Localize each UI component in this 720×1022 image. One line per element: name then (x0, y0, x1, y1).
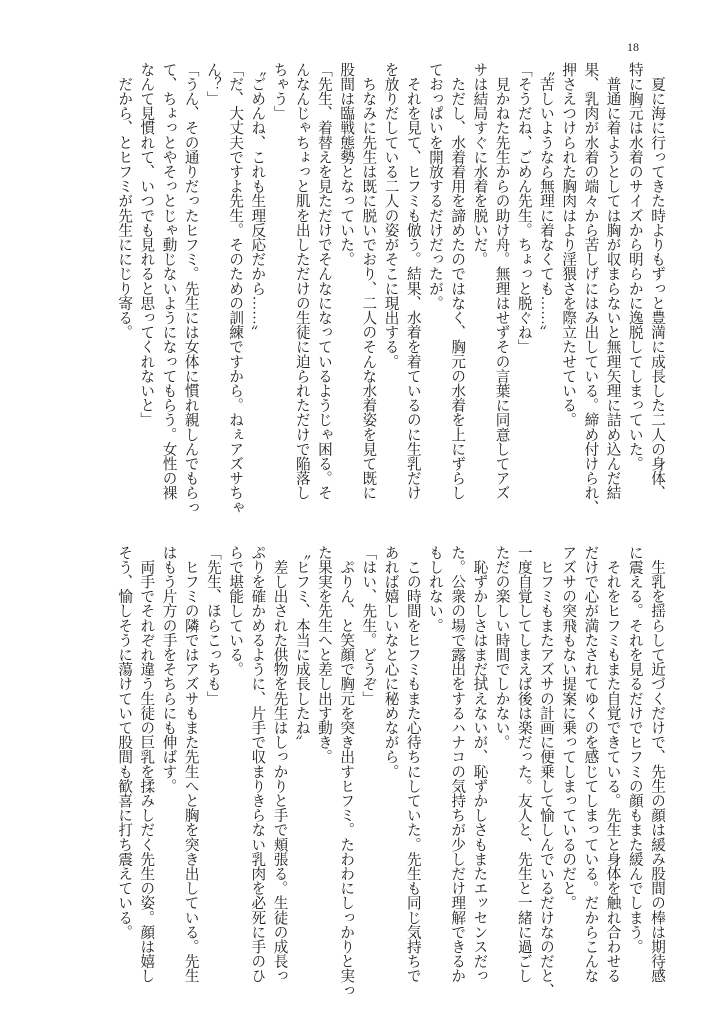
text-line: 「うん、その通りだったヒフミ。先生には女体に慣れ親しんでもらっ (182, 62, 199, 515)
text-line: ん？」 (204, 62, 221, 106)
text-line: ちゃう」 (271, 62, 288, 121)
text-line: 恥ずかしさはまだ拭えないが、恥ずかしさもまたエッセンスだっ (471, 545, 488, 983)
text-line: を放りだしている二人の姿がそこに現出する。 (382, 62, 399, 369)
text-line: 「だ、大丈夫ですよ先生。そのための訓練ですから。ねぇアズサちゃ (227, 62, 244, 515)
text-line: ぷりん、と笑顔で胸元を突き出すヒフミ。たわわにしっかりと実っ (338, 545, 355, 998)
text-line: ただし、水着着用を諦めたのではなく、胸元の水着を上にずらし (449, 62, 466, 500)
text-line: 股間は臨戦態勢となっていた。 (338, 62, 355, 267)
text-line: て、ちょっとやそっとじゃ動じないようになってもらう。女性の裸 (160, 62, 177, 500)
text-line: 〝ヒフミ、本当に成長したね〟 (293, 545, 310, 750)
text-line: この時間をヒフミもまた心待ちにしていた。先生も同じ気持ちで (404, 545, 421, 983)
text-line: 押さえつけられた胸肉はより淫猥さを際立たせている。 (560, 62, 577, 427)
text-line: 普通に着ようとしては胸が収まらないと無理矢理に詰め込んだ結 (604, 62, 621, 500)
text-line: 〝ごめんね、これも生理反応だから……〟 (249, 62, 266, 340)
text-line: 両手でそれぞれ違う生徒の巨乳を揉みしだく先生の姿。顔は嬉し (138, 545, 155, 983)
text-line: んなんじゃちょっと肌を出しただけの生徒に迫られただけで陥落し (293, 62, 310, 500)
text-line: ちなみに先生は既に脱いでおり、二人のそんな水着姿を見て既に (360, 62, 377, 500)
text-line: 「そうだね、ごめん先生。ちょっと脱ぐね」 (515, 62, 532, 354)
text-line: ヒフミもまたアズサの計画に便乗して愉しんでいるだけなのだと、 (537, 545, 554, 998)
text-line: だけで心が満たされてゆくのを感じてしまっている。だからこんな (582, 545, 599, 983)
text-block-lower (112, 545, 668, 997)
text-line: あれば嬉しいなと心に秘めながら。 (382, 545, 399, 779)
text-line: ただの楽しい時間でしかない。 (493, 545, 510, 750)
text-line: ぷりを確かめるように、片手で収まりきらない乳肉を必死に手のひ (249, 545, 266, 983)
text-line: ておっぱいを開放するだけだったが。 (426, 62, 443, 311)
text-line: 「先生、ほらこっちも」 (204, 545, 221, 706)
page-number: 18 (627, 40, 639, 54)
text-line: それを見て、ヒフミも倣う。結果、水着を着ているのに生乳だけ (404, 62, 421, 500)
text-line: 〝苦しいようなら無理に着なくても……〟 (537, 62, 554, 340)
text-line: はもう片方の手をそちらにも伸ばす。 (160, 545, 177, 794)
text-line: アズサの突飛もない提案に乗ってしまっているのだと。 (560, 545, 577, 910)
text-line: に震える。それを見るだけでヒフミの顔もまた緩んでしまう。 (626, 545, 643, 954)
text-line: た果実を先生へと差し出す動き。 (315, 545, 332, 764)
text-line: 「先生、着替えを見ただけでそんなになっているようじゃ困る。そ (315, 62, 332, 500)
text-line: ヒフミの隣ではアズサもまた先生へと胸を突き出している。先生 (182, 545, 199, 983)
text-line: だから、とヒフミが先生ににじり寄る。 (116, 62, 133, 340)
text-line: 差し出された供物を先生はしっかりと手で頬張る。生徒の成長っ (271, 545, 288, 983)
text-line: 特に胸元は水着のサイズから明らかに逸脱してしまっていた。 (626, 62, 643, 471)
text-line: らで堪能している。 (227, 545, 244, 677)
text-line: た。公衆の場で露出をするハナコの気持ちが少しだけ理解できるか (449, 545, 466, 983)
text-block-upper (112, 62, 668, 514)
text-line: そう、愉しそうに蕩けていて股間も歓喜に打ち震えている。 (116, 545, 133, 940)
text-line: 生乳を揺らして近づくだけで、先生の顔は緩み股間の棒は期待感 (649, 545, 665, 983)
text-line: 一度自覚してしまえば後は楽だった。友人と、先生と一緒に過ごし (515, 545, 532, 983)
text-line: 見かねた先生からの助け舟。無理はせずその言葉に同意してアズ (493, 62, 510, 500)
text-line: 夏に海に行ってきた時よりもずっと豊満に成長した二人の身体、 (649, 62, 665, 500)
text-line: なんて見慣れて、いつでも見れると思ってくれないと」 (138, 62, 155, 427)
text-line: 果、乳肉が水着の端々から苦しげにはみ出している。締め付けられ、 (582, 62, 599, 515)
text-line: サは結局すぐに水着を脱いだ。 (471, 62, 488, 267)
text-line: もしれない。 (426, 545, 443, 633)
text-line: 「はい、先生。どうぞ」 (360, 545, 377, 706)
text-line: それをヒフミもまた自覚できている。先生と身体を触れ合わせる (604, 545, 621, 983)
